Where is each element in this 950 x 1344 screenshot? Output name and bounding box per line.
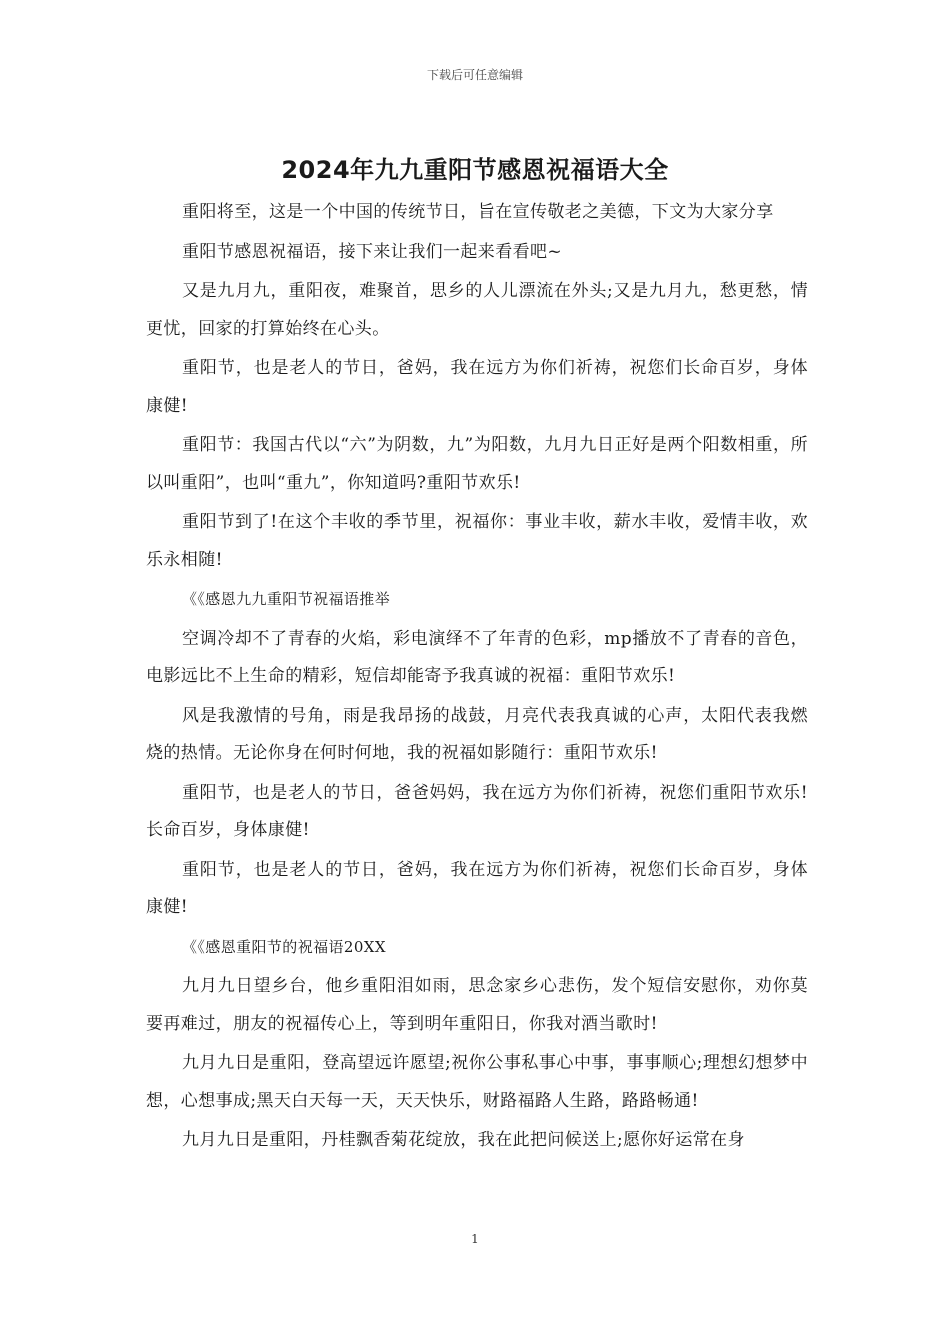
paragraph: 九月九日是重阳，丹桂飘香菊花绽放，我在此把问候送上;愿你好运常在身 bbox=[182, 1130, 745, 1150]
document-body bbox=[146, 194, 808, 1162]
paragraph: 九月九日是重阳，登高望远许愿望;祝你公事私事心中事，事事顺心;理想幻想梦中想，心想事成;黑天白天每一天，天天快乐，财路福路人生路，路路畅通! bbox=[146, 1053, 808, 1111]
page-header: 下载后可任意编辑 bbox=[426, 68, 523, 82]
paragraph: 重阳节，也是老人的节日，爸妈，我在远方为你们祈祷，祝您们长命百岁，身体康健! bbox=[146, 358, 808, 416]
paragraph: 重阳节：我国古代以“六”为阴数，九”为阳数，九月九日正好是两个阳数相重，所以叫重阳”，也叫“重九”，你知道吗?重阳节欢乐! bbox=[146, 435, 808, 493]
section-heading: 《《感恩重阳节的祝福语20XX bbox=[182, 937, 386, 956]
paragraph: 重阳节，也是老人的节日，爸爸妈妈，我在远方为你们祈祷，祝您们重阳节欢乐!长命百岁，身体康健! bbox=[146, 782, 808, 840]
paragraph: 又是九月九，重阳夜，难聚首，思乡的人儿漂流在外头;又是九月九，愁更愁，情更忧，回家的打算始终在心头。 bbox=[146, 281, 808, 339]
paragraph: 重阳将至，这是一个中国的传统节日，旨在宣传敬老之美德，下文为大家分享 bbox=[182, 202, 774, 222]
page-number: 1 bbox=[471, 1232, 479, 1246]
paragraph: 重阳节感恩祝福语，接下来让我们一起来看看吧~ bbox=[182, 241, 563, 262]
paragraph: 风是我激情的号角，雨是我昂扬的战鼓，月亮代表我真诚的心声，太阳代表我燃烧的热情。无论你身在何时何地，我的祝福如影随行：重阳节欢乐! bbox=[146, 705, 808, 763]
paragraph: 重阳节，也是老人的节日，爸妈，我在远方为你们祈祷，祝您们长命百岁，身体康健! bbox=[146, 859, 808, 917]
paragraph: 重阳节到了!在这个丰收的季节里，祝福你：事业丰收，薪水丰收，爱情丰收，欢乐永相随! bbox=[146, 512, 808, 570]
section-heading: 《《感恩九九重阳节祝福语推举 bbox=[182, 590, 391, 608]
paragraph: 九月九日望乡台，他乡重阳泪如雨，思念家乡心悲伤，发个短信安慰你，劝你莫要再难过，朋友的祝福传心上，等到明年重阳日，你我对酒当歌时! bbox=[146, 976, 808, 1034]
paragraph: 空调冷却不了青春的火焰，彩电演绎不了年青的色彩，mp播放不了青春的音色，电影远比不上生命的精彩，短信却能寄予我真诚的祝福：重阳节欢乐! bbox=[146, 628, 808, 686]
document-title: 2024年九九重阳节感恩祝福语大全 bbox=[281, 156, 669, 184]
